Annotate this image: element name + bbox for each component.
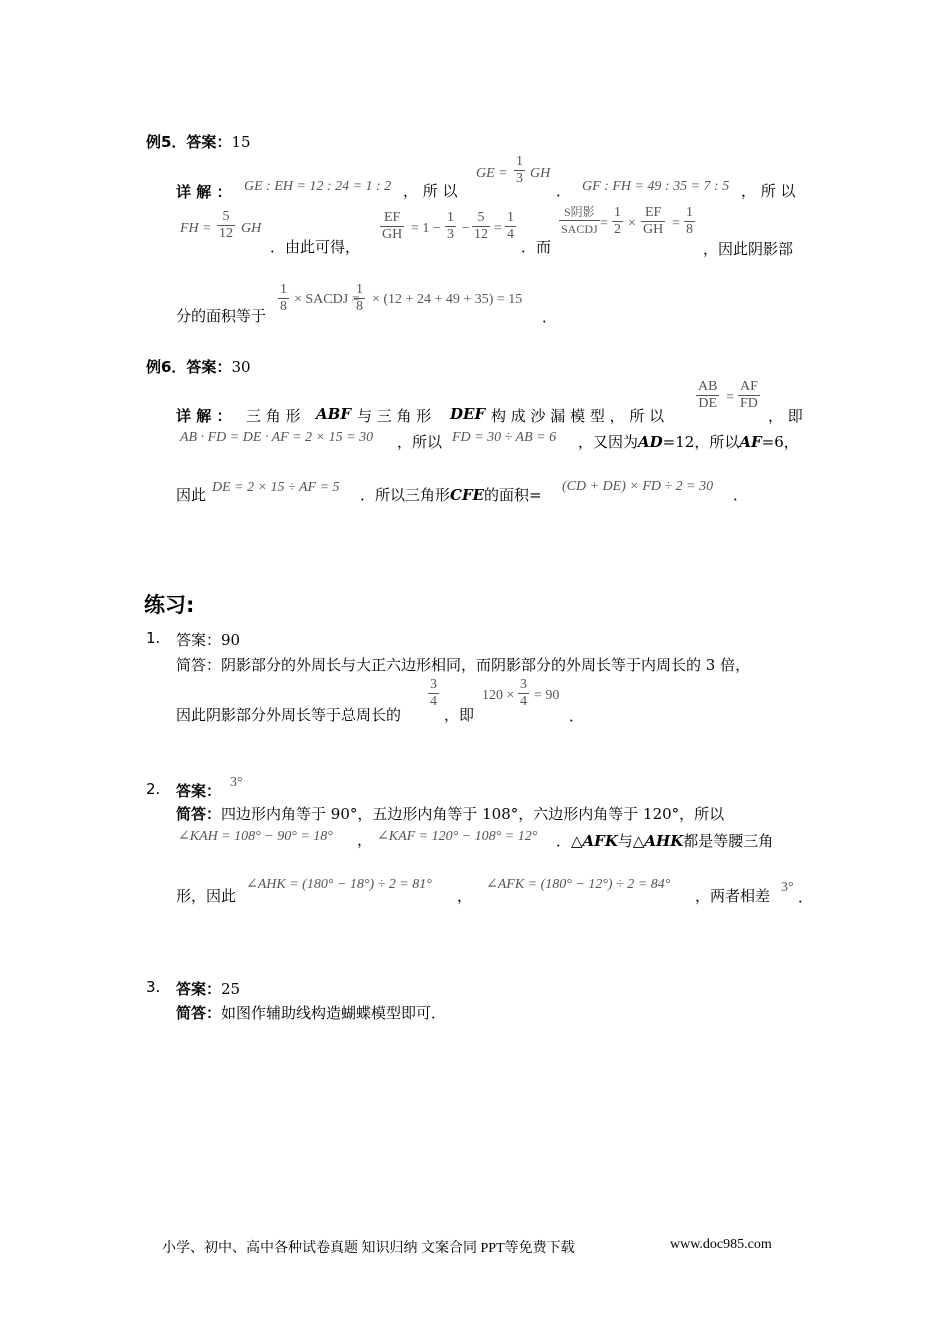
ex5-ratio-ge-eh: GE : EH = 12 : 24 = 1 : 2 [244, 179, 392, 194]
ex5-fh-lhs: FH = [180, 221, 212, 236]
frac-den: 3 [516, 171, 523, 186]
frac-num: 1 [516, 154, 523, 169]
ex5-ef-gh-fraction [380, 210, 404, 243]
frac-num: 1 [356, 282, 363, 297]
ex5-answer: 15 [231, 133, 251, 151]
q2-ahk: AHK [644, 832, 684, 850]
practice-heading: 练习: [144, 593, 195, 617]
ex5-area-mid: × SACDJ = [294, 292, 360, 307]
ex6-text-tri1: 三 角 形 [246, 407, 301, 425]
frac-num: EF [380, 210, 404, 227]
ex5-area-ratio-fraction [559, 204, 600, 237]
ex5-ef-gh-fraction-2 [641, 205, 665, 238]
q1-number: 1. [146, 629, 161, 647]
frac-num: 1 [507, 210, 514, 225]
q1-line2b: ，即 [444, 706, 475, 724]
q3-lead: 简答： [176, 1004, 222, 1022]
ex5-area-rhs: × (12 + 24 + 49 + 35) = 15 [372, 292, 523, 307]
frac-num: S阴影 [559, 204, 600, 221]
q2-t8: ． [798, 888, 814, 906]
ex6-text-because: ，又因为 [578, 433, 639, 451]
ex5-one-minus: = 1 − [411, 221, 441, 236]
q2-afk: AFK [582, 832, 618, 850]
ex6-text-ie: ， 即 [768, 407, 803, 425]
q1-line2a: 因此阴影部分外周长等于总周长的 [176, 706, 402, 724]
ex5-label: 例5．答案： [146, 133, 232, 151]
ex5-equals: = [494, 221, 502, 236]
ex5-half-fraction [612, 205, 623, 238]
q1-line1: 简答：阴影部分的外周长与大正六边形相同，而阴影部分的外周长等于内周长的 3 倍， [176, 656, 751, 674]
q2-t7: ，两者相差 [695, 887, 771, 905]
frac-num: 5 [472, 210, 490, 227]
frac-den: 12 [474, 227, 488, 242]
q1-m-rhs: = 90 [534, 688, 560, 703]
ex6-product-eq: AB · FD = DE · AF = 2 × 15 = 30 [180, 430, 374, 445]
ex6-text-so-tri: ．所以三角形 [360, 486, 451, 504]
frac-den: 8 [356, 299, 363, 314]
ex6-def: DEF [450, 405, 486, 423]
ex6-heading [146, 356, 251, 377]
ex5-text-and: ．而 [521, 238, 552, 256]
q3-answer-row [176, 978, 240, 999]
ex5-third-fraction [445, 210, 456, 243]
q1-end: ． [569, 707, 585, 725]
ex6-fd-eq: FD = 30 ÷ AB = 6 [452, 430, 557, 445]
q2-line1 [176, 803, 724, 824]
ex6-ab-de-fraction [696, 379, 719, 412]
q2-lead: 简答： [176, 805, 222, 823]
frac-den: DE [698, 396, 718, 411]
ex5-heading [146, 131, 251, 152]
q2-t6: ， [457, 887, 473, 905]
ex6-text-tri2: 与 三 角 形 [357, 407, 432, 425]
q2-t3: 与△ [617, 832, 645, 850]
ex5-fh-rhs: GH [241, 221, 262, 236]
q2-kaf-eq: ∠KAF = 120° − 108° = 12° [377, 829, 538, 844]
frac-num: 3 [520, 677, 527, 692]
ex5-eighth-fraction-2 [278, 282, 289, 315]
frac-den: 4 [430, 694, 437, 709]
ex5-text-period1: ． [556, 182, 572, 200]
ex6-de-eq: DE = 2 × 15 ÷ AF = 5 [212, 480, 340, 495]
frac-num: 1 [614, 205, 621, 220]
frac-num: 5 [217, 209, 235, 226]
frac-den: 8 [280, 299, 287, 314]
ex6-text-ad-val: =12，所以 [662, 433, 740, 451]
ex6-text-so: ，所以 [397, 433, 443, 451]
q2-afk-eq: ∠AFK = (180° − 12°) ÷ 2 = 84° [486, 877, 671, 892]
frac-num: 3 [430, 677, 437, 692]
q2-ahk-eq: ∠AHK = (180° − 18°) ÷ 2 = 81° [246, 877, 432, 892]
ex6-eq: = [726, 390, 734, 405]
q1-m-lhs: 120 × [482, 688, 515, 703]
q2-t5: 形，因此 [176, 887, 237, 905]
q3-line1: 如图作辅助线构造蝴蝶模型即可． [221, 1004, 447, 1022]
frac-den: 4 [507, 227, 514, 242]
ex6-text-tri3 [360, 484, 542, 505]
q1-answer: 答案：90 [176, 631, 241, 649]
ex6-text-area: 的面积= [484, 486, 542, 504]
q2-m5: 3° [781, 880, 794, 895]
frac-den: SACDJ [561, 222, 598, 236]
frac-num: AF [740, 379, 758, 394]
ex5-times: × [628, 216, 636, 231]
q2-number: 2. [146, 780, 161, 798]
frac-num: 1 [447, 210, 454, 225]
ex5-eq2: = [600, 216, 608, 231]
frac-den: 8 [686, 222, 693, 237]
ex6-text-end: ． [733, 486, 749, 504]
ex6-text-af-val: =6， [761, 433, 799, 451]
q2-t2-row [556, 830, 773, 851]
frac-den: GH [382, 227, 403, 242]
ex6-af: AF [739, 433, 762, 451]
ex6-text-model: 构 成 沙 漏 模 型 ， 所 以 [491, 407, 665, 425]
ex5-ge-rhs: GH [530, 166, 551, 181]
ex5-text-therefore: ，因此阴影部 [703, 240, 794, 258]
ex5-eq3: = [672, 216, 680, 231]
footer-url[interactable]: www.doc985.com [670, 1237, 772, 1252]
footer-text: 小学、初中、高中各种试卷真题 知识归纳 文案合同 PPT等免费下载 [162, 1241, 575, 1256]
ex6-ad: AD [638, 433, 663, 451]
q2-t1: ， [357, 831, 373, 849]
q2-line1-text: 四边形内角等于 90°，五边形内角等于 108°，六边形内角等于 120°，所以 [221, 805, 725, 823]
ex6-cfe: CFE [450, 486, 485, 504]
q1-m-fraction [518, 677, 529, 710]
q2-answer: 3° [230, 775, 243, 790]
q3-answer: 25 [221, 980, 241, 998]
q3-number: 3. [146, 978, 161, 996]
q1-three-quarters [428, 677, 439, 710]
frac-num: EF [641, 205, 665, 222]
q2-kah-eq: ∠KAH = 108° − 90° = 18° [178, 829, 333, 844]
ex6-text-hence: 因此 [176, 486, 207, 504]
frac-num: 1 [280, 282, 287, 297]
ex6-answer: 30 [231, 358, 251, 376]
ex5-text-end: ． [542, 308, 558, 326]
ex5-fh-fraction [217, 209, 235, 242]
ex6-af-fd-fraction [738, 379, 760, 412]
ex5-text-area: 分的面积等于 [176, 307, 267, 325]
frac-num: 1 [686, 205, 693, 220]
q2-answer-label: 答案： [176, 782, 222, 800]
ex5-quarter-fraction [505, 210, 516, 243]
frac-den: 2 [614, 222, 621, 237]
q2-t2: ．△ [556, 832, 583, 850]
ex5-text-so1: ， 所 以 [403, 182, 458, 200]
ex6-lead: 详 解 ： [176, 407, 232, 425]
frac-den: FD [740, 396, 758, 411]
frac-den: 4 [520, 694, 527, 709]
ex6-label: 例6．答案： [146, 358, 232, 376]
ex5-ge-fraction [514, 154, 525, 187]
frac-den: 12 [219, 226, 233, 241]
ex5-ratio-gf-fh: GF : FH = 49 : 35 = 7 : 5 [582, 179, 730, 194]
ex6-abf: ABF [316, 405, 351, 423]
ex6-area-eq: (CD + DE) × FD ÷ 2 = 30 [562, 479, 714, 494]
ex5-eighth-fraction [684, 205, 695, 238]
q3-answer-label: 答案： [176, 980, 222, 998]
q3-line1-row [176, 1002, 446, 1023]
frac-den: GH [643, 222, 664, 237]
ex5-text-so2: ， 所 以 [741, 182, 796, 200]
ex5-text-thus: ．由此可得， [270, 238, 361, 256]
ex5-lead: 详 解 ： [176, 183, 232, 201]
ex5-five-twelfths-fraction [472, 210, 490, 243]
frac-den: 3 [447, 227, 454, 242]
ex5-eighth-fraction-3 [354, 282, 365, 315]
ex5-minus: − [462, 221, 470, 236]
frac-num: AB [698, 379, 718, 394]
ex5-ge-lhs: GE = [476, 166, 508, 181]
ex6-text-also [578, 431, 799, 452]
q2-t4: 都是等腰三角 [683, 832, 774, 850]
